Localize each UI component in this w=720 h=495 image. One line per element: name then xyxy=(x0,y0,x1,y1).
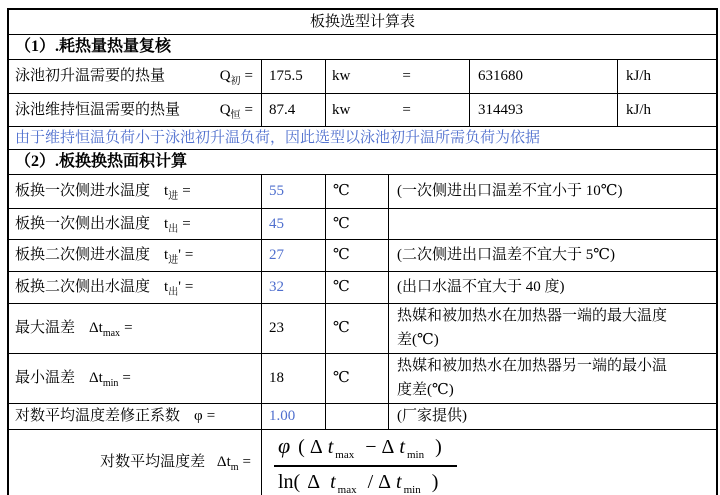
table-row-phi xyxy=(9,404,716,430)
section-2-row xyxy=(9,150,716,175)
input-value-cell[interactable]: 1.00 xyxy=(262,404,326,429)
table-row-t-out-secondary xyxy=(9,272,716,304)
unit-celsius: ℃ xyxy=(326,354,389,403)
page-title: 板换选型计算表 xyxy=(309,13,415,30)
unit-empty xyxy=(326,404,389,429)
row-label xyxy=(9,304,262,353)
comment-cell: 热媒和被加热水在加热器一端的最大温度差(℃) xyxy=(397,308,668,348)
fraction xyxy=(274,430,457,495)
comment-cell: (二次侧进出口温差不宜大于 5℃) xyxy=(397,247,616,264)
row-label xyxy=(9,240,262,271)
row-label-text: 对数平均温度差 $\Delta t_m$ = xyxy=(100,454,251,474)
value-cell: 87.4 xyxy=(262,94,326,126)
row-symbol: $t_出'$ = xyxy=(164,279,194,299)
value-cell: 175.5 xyxy=(262,60,326,93)
unit-kw: kw xyxy=(332,101,351,118)
row-label-text: 泳池初升温需要的热量 xyxy=(15,68,166,85)
row-symbol: $t_进'$ = xyxy=(164,247,194,267)
comment-cell: (厂家提供) xyxy=(397,408,467,425)
lmtd-formula xyxy=(262,430,716,495)
row-label-text: 板换一次侧出水温度 xyxy=(15,215,151,232)
row-label xyxy=(9,60,262,93)
converted-value-cell: 631680 xyxy=(470,60,618,93)
row-label-text: 板换二次侧出水温度 xyxy=(15,279,151,296)
comment-cell: (出口水温不宜大于 40 度) xyxy=(397,279,565,296)
input-value-cell[interactable]: 45 xyxy=(262,209,326,239)
row-symbol: $t_出$ = xyxy=(164,215,191,235)
row-label-text: 对数平均温度差修正系数 xyxy=(15,408,181,425)
row-label xyxy=(9,175,262,208)
converted-value-cell: 314493 xyxy=(470,94,618,126)
section-1-row xyxy=(9,35,716,60)
table-row-q-initial xyxy=(9,60,716,94)
row-label-text: 最大温差 xyxy=(15,320,76,337)
table-row-t-in-primary xyxy=(9,175,716,209)
row-label xyxy=(9,94,262,126)
table-row-q-maintain xyxy=(9,94,716,127)
calc-sheet xyxy=(7,8,718,495)
title-row xyxy=(9,10,716,35)
unit-cell xyxy=(326,94,470,126)
section-2-header: （2）.板换换热面积计算 xyxy=(15,153,188,170)
row-symbol: φ = xyxy=(194,408,216,425)
equals-sign: = xyxy=(402,68,411,85)
unit-celsius: ℃ xyxy=(326,304,389,353)
input-value-cell[interactable]: 27 xyxy=(262,240,326,271)
row-symbol: $t_进$ = xyxy=(164,183,191,203)
row-label-text: 泳池维持恒温需要的热量 xyxy=(15,101,181,118)
unit-celsius: ℃ xyxy=(326,272,389,303)
row-label xyxy=(9,354,262,403)
row-label-text: 板换一次侧进水温度 xyxy=(15,183,151,200)
comment-cell: (一次侧进出口温差不宜小于 10℃) xyxy=(397,183,623,200)
unit-celsius: ℃ xyxy=(326,175,389,208)
unit-celsius: ℃ xyxy=(326,209,389,239)
value-cell: 18 xyxy=(262,354,326,403)
equals-sign: = xyxy=(402,101,411,118)
fraction-numerator: φ ( Δ t $_{max}$ − Δ t $_{min}$ ) xyxy=(274,430,457,467)
row-label xyxy=(9,404,262,429)
comment-cell xyxy=(389,209,716,239)
row-label xyxy=(9,430,262,495)
table-row-t-out-primary xyxy=(9,209,716,240)
row-label xyxy=(9,209,262,239)
note-row xyxy=(9,127,716,150)
unit-kjh: kJ/h xyxy=(626,101,652,118)
table-row-delta-t-max xyxy=(9,304,716,354)
row-symbol: $\Delta t_{min}$ = xyxy=(89,370,131,390)
comment-cell: 热媒和被加热水在加热器另一端的最小温度差(℃) xyxy=(397,358,668,398)
table-row-t-in-secondary xyxy=(9,240,716,272)
row-symbol: $\Delta t_{max}$ = xyxy=(89,320,133,340)
row-label-text: 板换二次侧进水温度 xyxy=(15,247,151,264)
input-value-cell[interactable]: 32 xyxy=(262,272,326,303)
unit-kjh: kJ/h xyxy=(626,68,652,85)
unit-celsius: ℃ xyxy=(326,240,389,271)
row-symbol: $Q_恒$ = xyxy=(219,101,253,121)
row-label-text: 最小温差 xyxy=(15,370,76,387)
unit-kw: kw xyxy=(332,68,351,85)
unit-cell xyxy=(326,60,470,93)
selection-basis-note: 由于维持恒温负荷小于泳池初升温负荷，因此选型以泳池初升温所需负荷为依据 xyxy=(15,129,541,146)
fraction-denominator: ln( Δ t $_{max}$ / Δ t $_{min}$ ) xyxy=(278,471,439,495)
table-row-lmtd-formula xyxy=(9,430,716,495)
value-cell: 23 xyxy=(262,304,326,353)
section-1-header: （1）.耗热量热量复核 xyxy=(15,38,172,55)
input-value-cell[interactable]: 55 xyxy=(262,175,326,208)
table-row-delta-t-min xyxy=(9,354,716,404)
row-label xyxy=(9,272,262,303)
row-symbol: $Q_初$ = xyxy=(219,68,253,88)
